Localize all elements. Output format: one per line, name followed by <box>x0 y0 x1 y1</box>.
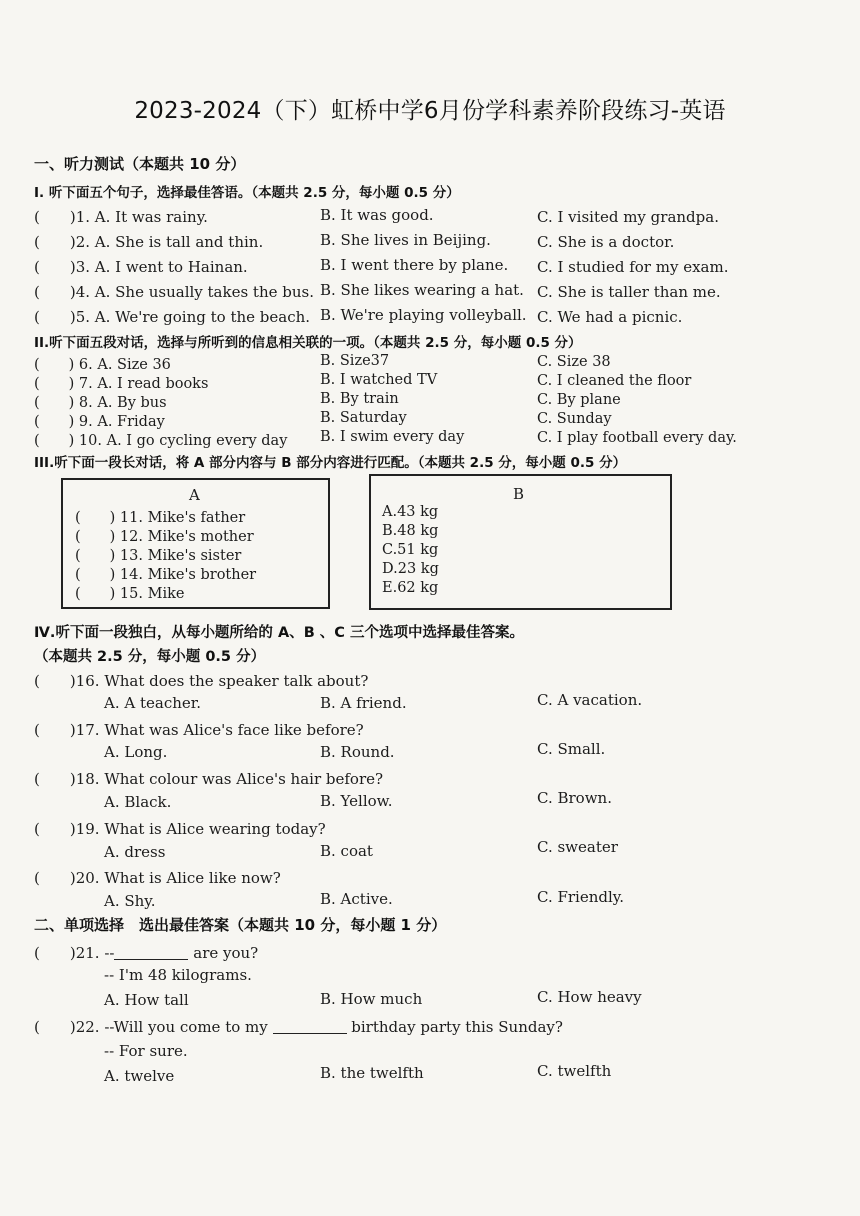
option-16a: A. A teacher. <box>104 694 202 712</box>
question-21 <box>34 942 258 963</box>
question-9: ( ) 9. A. Friday <box>34 414 165 430</box>
question-22-response: -- For sure. <box>104 1042 188 1060</box>
option-17b: B. Round. <box>320 743 395 761</box>
question-2: ( )2. A. She is tall and thin. <box>34 233 264 251</box>
question-19: ( )19. What is Alice wearing today? <box>34 820 326 838</box>
option-1b: B. It was good. <box>320 206 434 224</box>
question-6: ( ) 6. A. Size 36 <box>34 357 171 373</box>
question-7: ( ) 7. A. I read books <box>34 376 209 392</box>
question-21-stem: ( )21. -- <box>34 944 115 962</box>
option-20c: C. Friendly. <box>537 888 625 906</box>
section-1-heading: 一、听力测试（本题共 10 分） <box>34 155 246 173</box>
question-4: ( )4. A. She usually takes the bus. <box>34 283 314 301</box>
option-17c: C. Small. <box>537 740 606 758</box>
option-19b: B. coat <box>320 842 373 860</box>
part-2-instruction: II.听下面五段对话，选择与所听到的信息相关联的一项。（本题共 2.5 分，每小题 0.5 分） <box>34 335 582 351</box>
option-6c: C. Size 38 <box>537 354 611 370</box>
matching-box-b <box>369 474 672 610</box>
box-a-heading: A <box>189 486 200 504</box>
option-21c: C. How heavy <box>537 988 642 1006</box>
question-10: ( ) 10. A. I go cycling every day <box>34 433 288 449</box>
option-18b: B. Yellow. <box>320 792 393 810</box>
question-5: ( )5. A. We're going to the beach. <box>34 308 311 326</box>
option-16c: C. A vacation. <box>537 691 643 709</box>
question-22-end: birthday party this Sunday? <box>351 1018 563 1036</box>
weight-option-a: A.43 kg <box>382 504 439 520</box>
page-title: 2023-2024（下）虹桥中学6月份学科素养阶段练习-英语 <box>134 98 726 124</box>
option-4c: C. She is taller than me. <box>537 283 721 301</box>
option-8c: C. By plane <box>537 392 621 408</box>
option-2c: C. She is a doctor. <box>537 233 675 251</box>
weight-option-d: D.23 kg <box>382 561 439 577</box>
matching-box-a <box>61 478 330 609</box>
part-4-instruction: Ⅳ.听下面一段独白，从每小题所给的 A、B 、C 三个选项中选择最佳答案。 <box>34 625 524 641</box>
option-9c: C. Sunday <box>537 411 612 427</box>
match-item-13: ( ) 13. Mike's sister <box>75 548 242 564</box>
part-4-score-note: （本题共 2.5 分，每小题 0.5 分） <box>34 649 266 665</box>
option-10b: B. I swim every day <box>320 429 465 445</box>
option-16b: B. A friend. <box>320 694 407 712</box>
question-16: ( )16. What does the speaker talk about? <box>34 672 369 690</box>
question-18: ( )18. What colour was Alice's hair before? <box>34 770 384 788</box>
option-19a: A. dress <box>104 843 166 861</box>
weight-option-b: B.48 kg <box>382 523 439 539</box>
option-21b: B. How much <box>320 990 423 1008</box>
option-22c: C. twelfth <box>537 1062 612 1080</box>
option-3b: B. I went there by plane. <box>320 256 509 274</box>
weight-option-e: E.62 kg <box>382 580 439 596</box>
option-17a: A. Long. <box>104 743 168 761</box>
match-item-12: ( ) 12. Mike's mother <box>75 529 254 545</box>
answer-blank-21 <box>114 945 188 960</box>
match-item-11: ( ) 11. Mike's father <box>75 510 246 526</box>
option-6b: B. Size37 <box>320 353 390 369</box>
option-2b: B. She lives in Beijing. <box>320 231 491 249</box>
option-4b: B. She likes wearing a hat. <box>320 281 524 299</box>
weight-option-c: C.51 kg <box>382 542 439 558</box>
option-5c: C. We had a picnic. <box>537 308 683 326</box>
option-19c: C. sweater <box>537 838 618 856</box>
part-1-instruction: I. 听下面五个句子，选择最佳答语。（本题共 2.5 分，每小题 0.5 分） <box>34 185 460 201</box>
match-item-15: ( ) 15. Mike <box>75 586 185 602</box>
option-5b: B. We're playing volleyball. <box>320 306 527 324</box>
question-22-stem: ( )22. --Will you come to my <box>34 1018 268 1036</box>
option-7c: C. I cleaned the floor <box>537 373 692 389</box>
option-20a: A. Shy. <box>104 892 156 910</box>
question-8: ( ) 8. A. By bus <box>34 395 167 411</box>
question-21-response: -- I'm 48 kilograms. <box>104 966 252 984</box>
section-2-heading: 二、单项选择 选出最佳答案（本题共 10 分，每小题 1 分） <box>34 916 447 934</box>
option-22b: B. the twelfth <box>320 1064 424 1082</box>
question-21-end: are you? <box>193 944 259 962</box>
answer-blank-22 <box>273 1019 347 1034</box>
option-18a: A. Black. <box>104 793 172 811</box>
option-10c: C. I play football every day. <box>537 430 737 446</box>
option-18c: C. Brown. <box>537 789 612 807</box>
option-20b: B. Active. <box>320 890 393 908</box>
question-17: ( )17. What was Alice's face like before? <box>34 721 364 739</box>
question-22 <box>34 1016 563 1037</box>
question-1: ( )1. A. It was rainy. <box>34 208 208 226</box>
option-7b: B. I watched TV <box>320 372 438 388</box>
option-1c: C. I visited my grandpa. <box>537 208 719 226</box>
option-21a: A. How tall <box>104 991 189 1009</box>
box-b-heading: B <box>513 485 525 503</box>
match-item-14: ( ) 14. Mike's brother <box>75 567 257 583</box>
option-8b: B. By train <box>320 391 399 407</box>
option-22a: A. twelve <box>104 1067 175 1085</box>
question-3: ( )3. A. I went to Hainan. <box>34 258 248 276</box>
option-3c: C. I studied for my exam. <box>537 258 729 276</box>
option-9b: B. Saturday <box>320 410 407 426</box>
part-3-instruction: III.听下面一段长对话，将 A 部分内容与 B 部分内容进行匹配。（本题共 2.5 分，每小题 0.5 分） <box>34 455 627 471</box>
question-20: ( )20. What is Alice like now? <box>34 869 281 887</box>
